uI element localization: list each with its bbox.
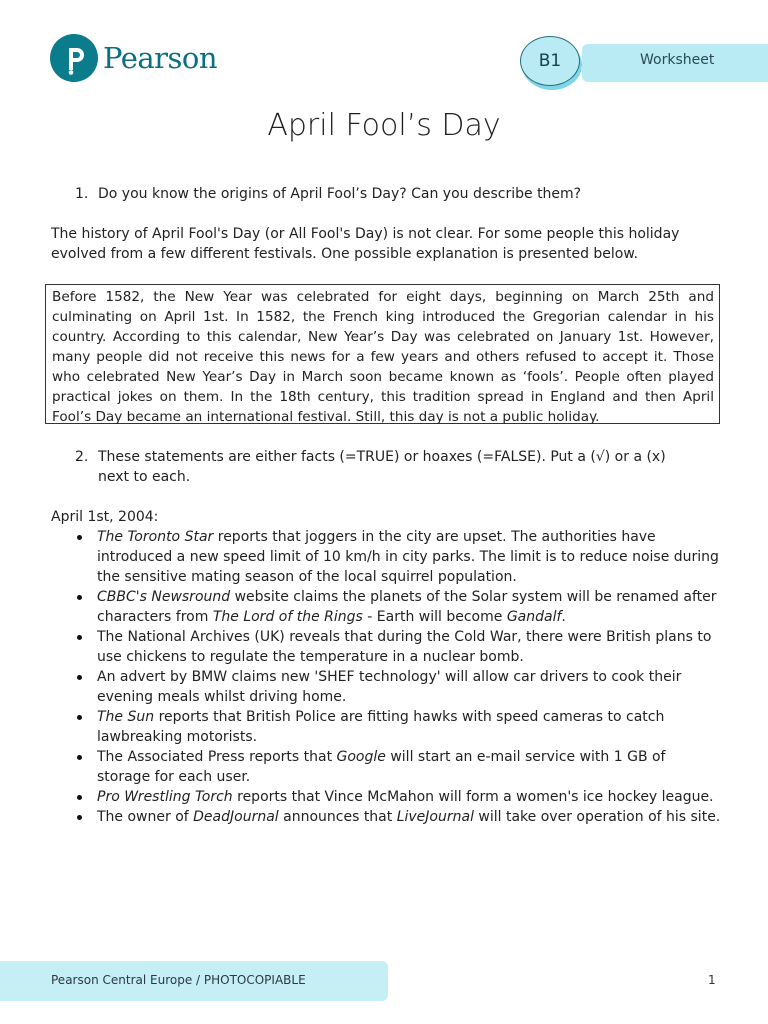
list-item xyxy=(51,627,721,667)
page-title: April Fool’s Day xyxy=(267,108,501,143)
item-italic: LiveJournal xyxy=(396,809,474,825)
intro-paragraph: The history of April Fool's Day (or All Fool's Day) is not clear. For some people this holiday evolved from a few different festivals. One possible explanation is presented below. xyxy=(51,226,680,262)
level-label: B1 xyxy=(538,51,562,71)
pearson-p-icon xyxy=(50,34,98,82)
list-item xyxy=(51,707,721,747)
brand-name: Pearson xyxy=(103,41,218,75)
bullet-icon xyxy=(77,815,82,820)
list-item xyxy=(51,587,721,627)
item-text: reports that British Police are fitting hawks with speed cameras to catch lawbreaking motorists. xyxy=(97,709,665,745)
item-text: reports that joggers in the city are upset. The authorities have introduced a new speed limit of 10 km/h in city parks. The limit is to reduce noise during the sensitive mating season of the local squirrel population. xyxy=(97,529,719,585)
level-badge xyxy=(520,36,580,86)
page-number: 1 xyxy=(708,973,716,987)
doc-type-label: Worksheet xyxy=(640,52,715,68)
bullet-icon xyxy=(77,715,82,720)
item-text: The owner of xyxy=(97,809,194,825)
list-item xyxy=(51,667,721,707)
item-italic: The Lord of the Rings xyxy=(212,609,363,625)
item-text: website claims the planets of the Solar system will be renamed after characters from xyxy=(97,589,717,625)
statement-list xyxy=(51,527,721,827)
item-text: - Earth will become xyxy=(362,609,507,625)
item-text: reports that Vince McMahon will form a women's ice hockey league. xyxy=(232,789,714,805)
list-item xyxy=(51,747,721,787)
item-italic: Gandalf xyxy=(506,609,562,625)
bullet-icon xyxy=(77,675,82,680)
list-item xyxy=(51,527,721,587)
item-text: . xyxy=(561,609,566,625)
pearson-logo xyxy=(50,34,217,82)
bullet-icon xyxy=(77,795,82,800)
bullet-icon xyxy=(77,595,82,600)
item-text: will start an e-mail service with 1 GB of storage for each user. xyxy=(97,749,666,785)
item-text: The Associated Press reports that xyxy=(97,749,337,765)
footer-text: Pearson Central Europe / PHOTOCOPIABLE xyxy=(51,973,306,987)
date-label: April 1st, 2004: xyxy=(51,509,159,525)
list-item xyxy=(51,807,721,827)
history-text: Before 1582, the New Year was celebrated for eight days, beginning on March 25th and culminating on April 1st. In 1582, the French king introduced the Gregorian calendar in his country. According to this calendar, New Year’s Day was celebrated on January 1st. However, many people did not receive this news for a few years and others refused to accept it. Those who celebrated New Year’s Day in March soon became known as ‘fools’. People often played practical jokes on them. In the 18th century, this tradition spread in England and then April Fool’s Day became an international festival. Still, this day is not a public holiday. xyxy=(52,289,714,425)
item-text: An advert by BMW claims new 'SHEF technology' will allow car drivers to cook their evening meals whilst driving home. xyxy=(97,669,682,705)
question-2-text: These statements are either facts (=TRUE) or hoaxes (=FALSE). Put a (√) or a (x) next to each. xyxy=(98,449,666,485)
question-1-text: Do you know the origins of April Fool’s Day? Can you describe them? xyxy=(98,186,582,202)
item-italic: CBBC's Newsround xyxy=(97,589,231,605)
item-italic: The Sun xyxy=(97,709,155,725)
item-text: announces that xyxy=(278,809,397,825)
question-1-number: 1. xyxy=(75,186,89,202)
item-italic: DeadJournal xyxy=(193,809,279,825)
history-textbox xyxy=(45,284,720,424)
question-2-number: 2. xyxy=(75,449,89,465)
list-item xyxy=(51,787,721,807)
item-italic: The Toronto Star xyxy=(97,529,214,545)
bullet-icon xyxy=(77,535,82,540)
bullet-icon xyxy=(77,755,82,760)
item-text: will take over operation of his site. xyxy=(473,809,721,825)
item-italic: Google xyxy=(336,749,386,765)
item-text: The National Archives (UK) reveals that during the Cold War, there were British plans to use chickens to regulate the temperature in a nuclear bomb. xyxy=(97,629,712,665)
bullet-icon xyxy=(77,635,82,640)
item-italic: Pro Wrestling Torch xyxy=(97,789,233,805)
